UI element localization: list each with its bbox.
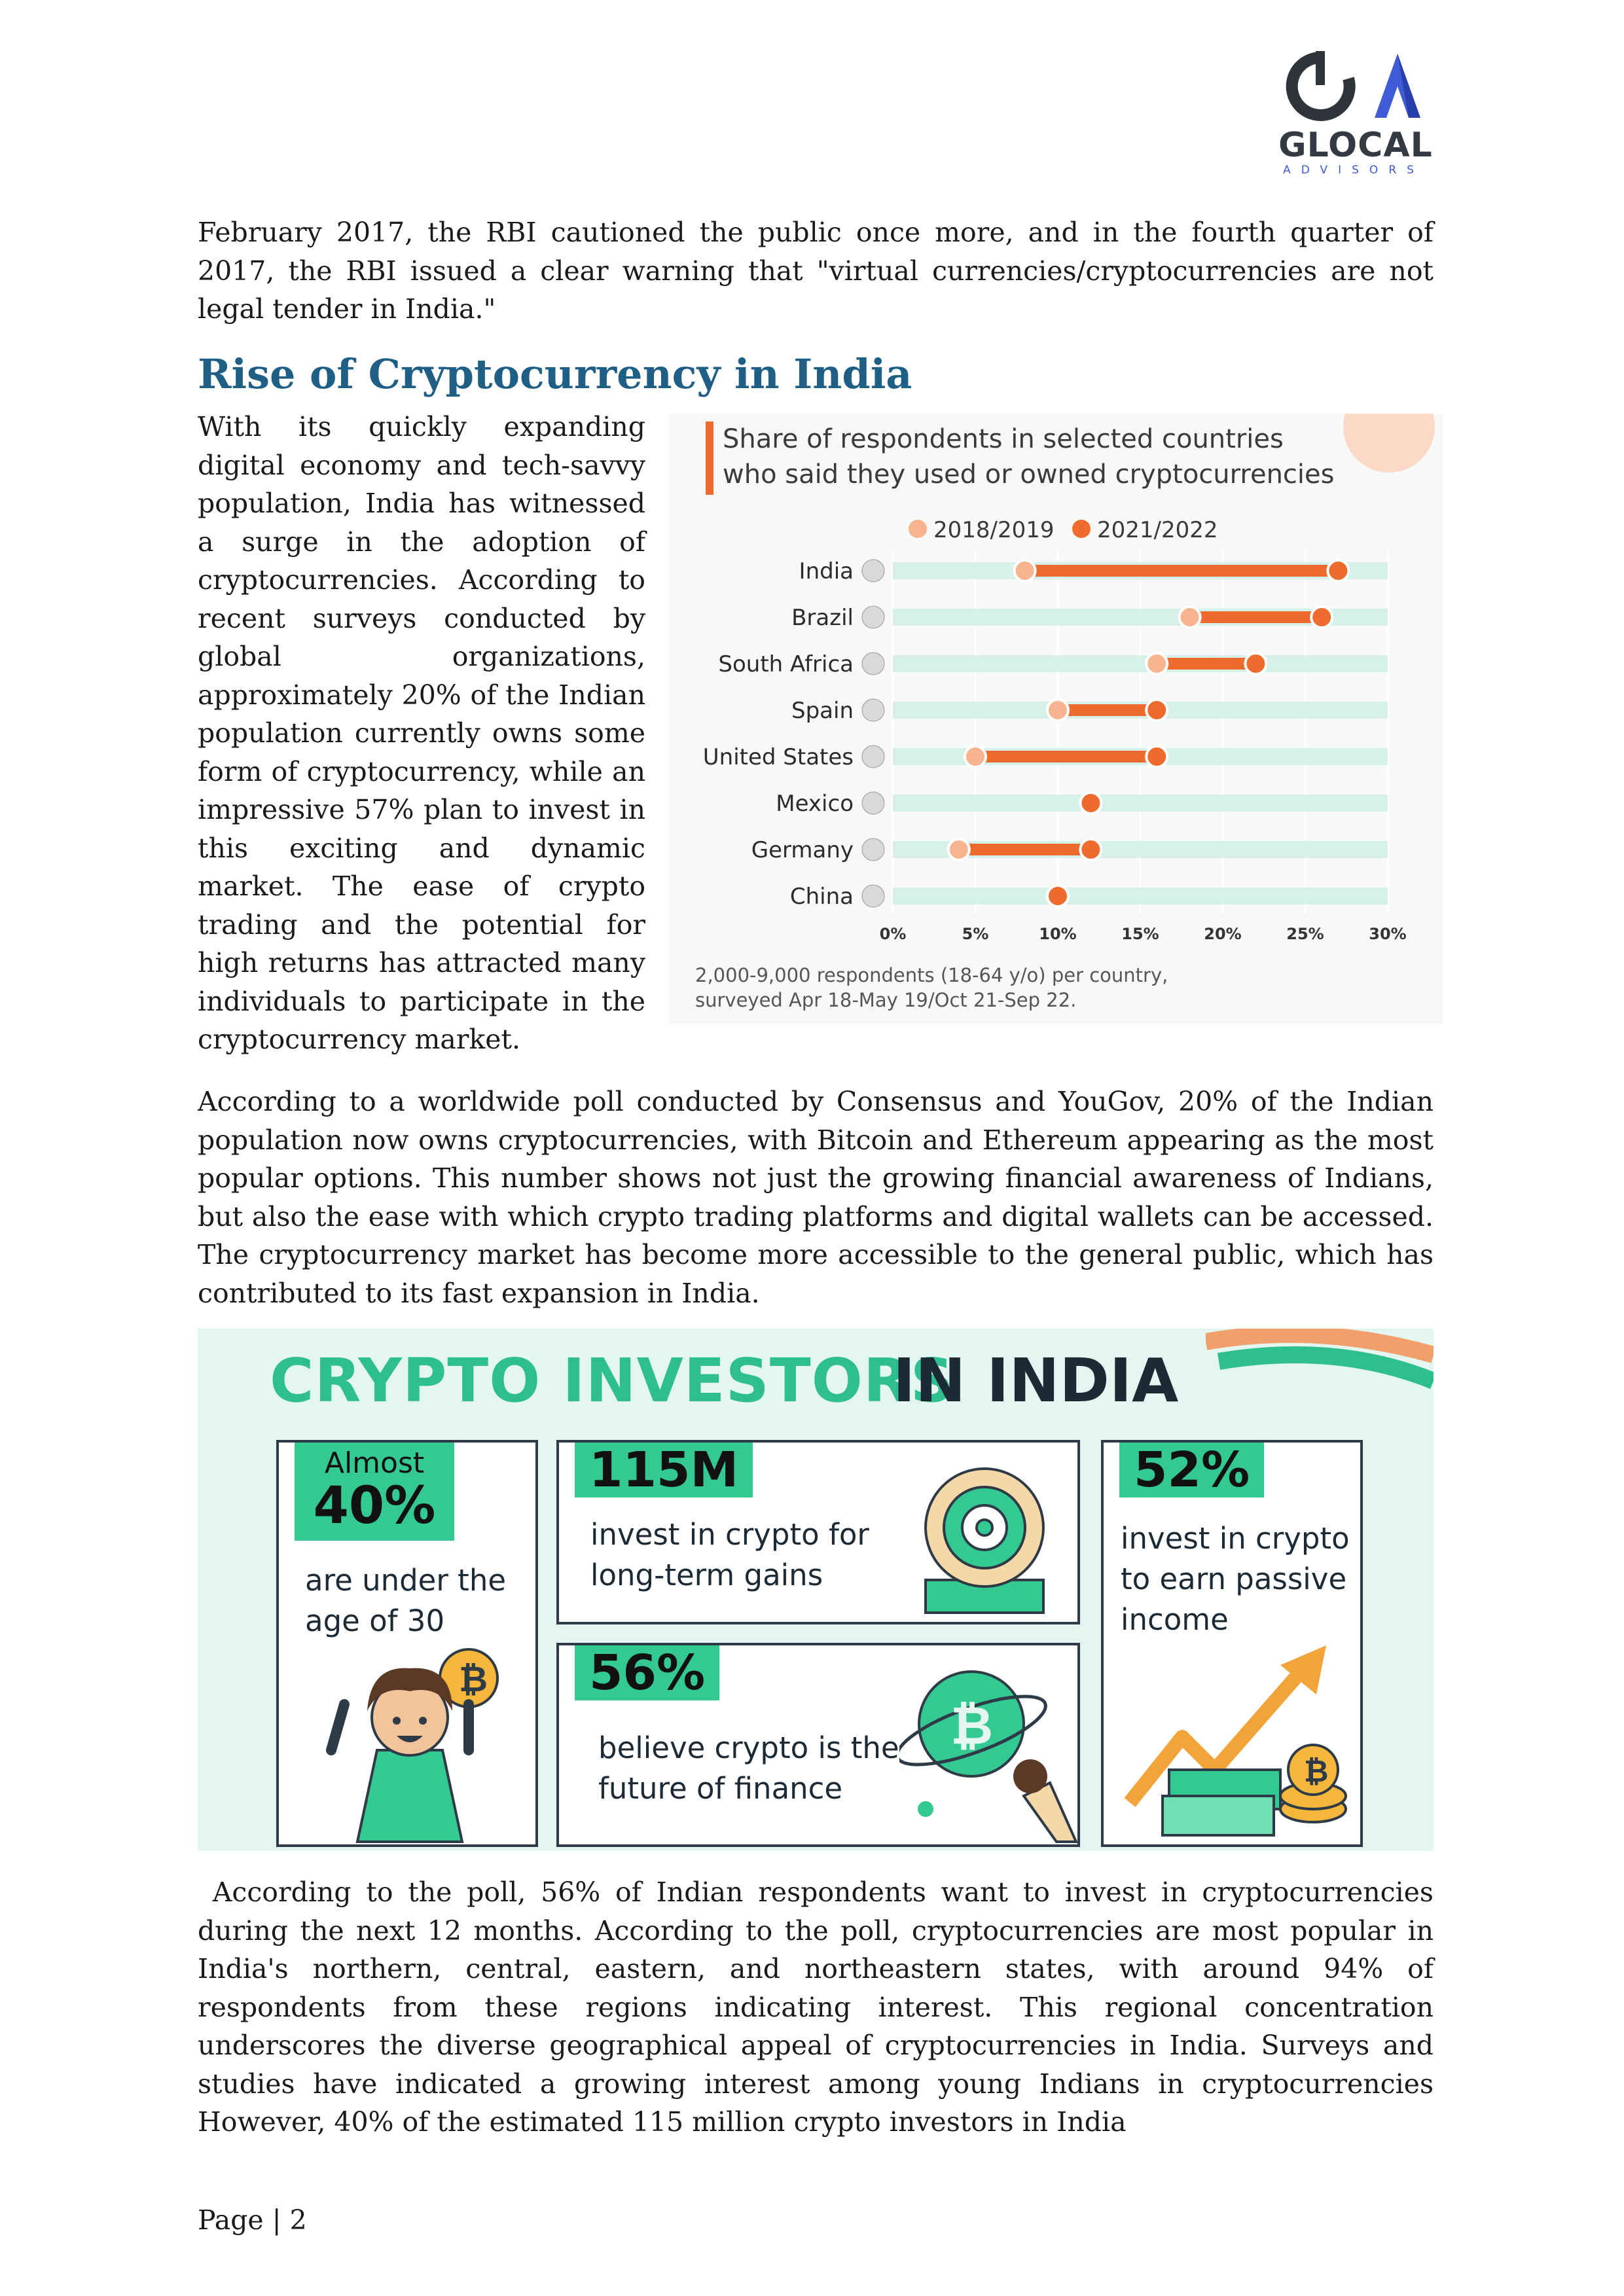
category-label: Brazil — [791, 605, 854, 631]
category-label: Spain — [791, 698, 854, 724]
crypto-ownership-chart — [669, 414, 1443, 1024]
legend-old-label: 2018/2019 — [933, 517, 1055, 543]
point-2018-2019 — [1047, 700, 1068, 721]
card-future-finance-line2: future of finance — [598, 1771, 843, 1806]
svg-text:₿: ₿ — [950, 1695, 994, 1756]
x-tick-label: 0% — [879, 925, 907, 943]
chart-title-line2: who said they used or owned cryptocurrencies — [723, 459, 1335, 490]
x-tick-label: 25% — [1286, 925, 1324, 943]
legend-old-marker-icon — [909, 520, 927, 538]
chart-svg — [669, 414, 1443, 1024]
card-under-30-line1: are under the — [305, 1563, 507, 1598]
card-under-30-tag — [295, 1443, 454, 1541]
card-under-30-line2: age of 30 — [305, 1604, 445, 1638]
svg-text:₿: ₿ — [1304, 1753, 1329, 1789]
infographic-title-part2: IN INDIA — [893, 1346, 1179, 1416]
card-long-term-line1: invest in crypto for — [590, 1517, 869, 1552]
card-passive-income-line3: income — [1121, 1602, 1229, 1637]
card-future-finance-stat: 56% — [575, 1645, 719, 1700]
money-growth-illustration-icon — [1117, 1639, 1352, 1847]
page-number: Page | 2 — [198, 2204, 307, 2236]
chart-title-line1: Share of respondents in selected countries — [723, 424, 1284, 454]
section-heading: Rise of Cryptocurrency in India — [198, 350, 912, 398]
card-long-term-line2: long-term gains — [590, 1558, 823, 1592]
logo-subtitle: ADVISORS — [1283, 164, 1424, 177]
card-under-30-stat: 40% — [313, 1477, 436, 1535]
card-passive-income-line2: to earn passive — [1121, 1562, 1347, 1596]
infographic-title-part1: CRYPTO INVESTORS — [270, 1346, 954, 1416]
country-flag-icon — [862, 606, 884, 628]
category-label: India — [799, 558, 854, 584]
point-2018-2019 — [1146, 653, 1167, 674]
category-label: Mexico — [776, 791, 854, 817]
category-label: South Africa — [718, 651, 854, 677]
country-flag-icon — [862, 560, 884, 582]
row-band — [893, 888, 1388, 905]
poll-paragraph: According to a worldwide poll conducted by Consensus and YouGov, 20% of the Indian population now owns cryptocurrencies, with Bitcoin and Ethereum appearing as the most popular options. This number shows not just the growing financial awareness of Indians, but also the ease with which crypto trading platforms and digital wallets can be accessed. The cryptocurrency market has become more accessible to the general public, which has contributed to its fast expansion in India. — [198, 1086, 1434, 1309]
x-tick-label: 5% — [962, 925, 989, 943]
country-flag-icon — [862, 885, 884, 907]
x-tick-label: 10% — [1039, 925, 1077, 943]
category-label: China — [789, 884, 854, 910]
side-paragraph: With its quickly expanding digital economy and tech-savvy population, India has witnessed a surge in the adoption of cryptocurrencies. According to recent surveys conducted by global organizations, approximately 20% of the Indian population currently owns some form of cryptocurrency, while an impressive 57% plan to invest in this exciting and dynamic market. The ease of crypto trading and the potential for high returns has attracted many individuals to participate in the cryptocurrency market. — [198, 411, 645, 1055]
point-2021-2022 — [1327, 560, 1348, 581]
point-2021-2022 — [1146, 700, 1167, 721]
point-2021-2022 — [1080, 839, 1101, 860]
card-passive-income-line1: invest in crypto — [1121, 1521, 1350, 1556]
point-2021-2022 — [1146, 746, 1167, 767]
target-illustration-icon — [912, 1456, 1056, 1619]
x-tick-label: 20% — [1204, 925, 1242, 943]
card-under-30-prefix: Almost — [324, 1446, 425, 1480]
card-passive-income — [1101, 1440, 1363, 1847]
country-flag-icon — [862, 699, 884, 721]
x-tick-label: 15% — [1121, 925, 1159, 943]
point-2018-2019 — [965, 746, 986, 767]
logo-mark-icon — [1283, 46, 1427, 124]
card-passive-income-stat: 52% — [1119, 1443, 1264, 1498]
point-2018-2019 — [1180, 607, 1200, 628]
point-2021-2022 — [1047, 886, 1068, 906]
point-2021-2022 — [1245, 653, 1266, 674]
point-2021-2022 — [1080, 793, 1101, 814]
crypto-investors-infographic — [198, 1329, 1434, 1851]
card-future-finance-line1: believe crypto is the — [598, 1731, 899, 1765]
legend-new-marker-icon — [1072, 520, 1091, 538]
card-long-term-stat: 115M — [575, 1443, 753, 1498]
ribbon-decor-icon — [1206, 1329, 1434, 1440]
svg-text:₿: ₿ — [459, 1659, 488, 1700]
crypto-planet-illustration-icon — [899, 1652, 1077, 1846]
legend-new-label: 2021/2022 — [1097, 517, 1218, 543]
country-flag-icon — [862, 745, 884, 768]
chart-note-line1: 2,000-9,000 respondents (18-64 y/o) per country, — [695, 964, 1168, 986]
young-investor-illustration-icon — [305, 1639, 514, 1847]
x-tick-label: 30% — [1369, 925, 1407, 943]
chart-note-line2: surveyed Apr 18-May 19/Oct 21-Sep 22. — [695, 989, 1077, 1011]
point-2021-2022 — [1311, 607, 1332, 628]
row-band — [893, 795, 1388, 812]
chart-title-bar — [706, 422, 713, 495]
point-2018-2019 — [1015, 560, 1036, 581]
closing-paragraph: According to the poll, 56% of Indian respondents want to invest in cryptocurrencies during the next 12 months. According to the poll, cryptocurrencies are most popular in India's northern, central, eastern, and northeastern states, with around 94% of respondents from these regions indicating interest. This regional concentration underscores the diverse geographical appeal of cryptocurrencies in India. Surveys and studies have indicated a growing interest among young Indians in cryptocurrencies However, 40% of the estimated 115 million crypto investors in India — [198, 1876, 1443, 2138]
category-label: Germany — [751, 837, 854, 863]
card-future-finance — [556, 1643, 1080, 1847]
logo-wordmark: GLOCAL — [1278, 126, 1433, 165]
card-under-30 — [276, 1440, 538, 1847]
intro-paragraph: February 2017, the RBI cautioned the public once more, and in the fourth quarter of 2017, the RBI issued a clear warning that "virtual currencies/cryptocurrencies are not legal tender in India." — [198, 217, 1434, 325]
category-label: United States — [702, 744, 854, 770]
card-long-term — [556, 1440, 1080, 1624]
country-flag-icon — [862, 653, 884, 675]
country-flag-icon — [862, 838, 884, 861]
country-flag-icon — [862, 792, 884, 814]
row-band — [893, 655, 1388, 672]
point-2018-2019 — [948, 839, 969, 860]
chart-decor-coin-icon — [1343, 414, 1435, 473]
